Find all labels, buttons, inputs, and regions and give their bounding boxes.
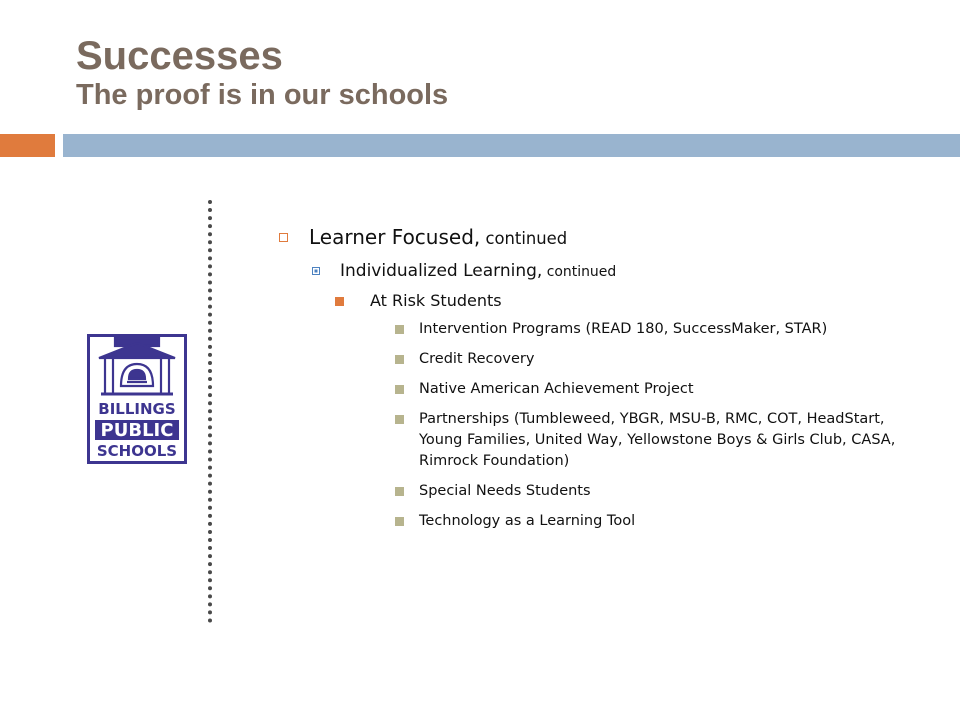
slide-subtitle: The proof is in our schools	[76, 79, 449, 111]
dotted-divider	[208, 200, 212, 623]
list-item-text: Intervention Programs (READ 180, SuccessMaker, STAR)	[419, 321, 828, 337]
filled-square-bullet-icon	[395, 325, 404, 334]
list-item	[395, 409, 919, 472]
list-item-text: Technology as a Learning Tool	[419, 513, 636, 529]
square-target-bullet-icon	[312, 267, 320, 275]
level1-suffix: continued	[480, 229, 568, 248]
logo-text-line2: PUBLIC	[100, 420, 174, 441]
filled-square-bullet-icon	[395, 517, 404, 526]
accent-bar-blue	[63, 134, 960, 157]
list-item-text: Special Needs Students	[419, 483, 591, 499]
filled-square-bullet-icon	[395, 415, 404, 424]
bullet-outline	[275, 222, 915, 541]
hollow-square-bullet-icon	[279, 233, 288, 242]
list-item	[395, 379, 919, 400]
level2-suffix: continued	[542, 264, 617, 280]
level2-text: Individualized Learning,	[340, 261, 543, 281]
list-item	[395, 481, 919, 502]
title-block	[76, 34, 448, 112]
level3-text: At Risk Students	[370, 291, 502, 310]
list-item-text: Native American Achievement Project	[419, 381, 694, 397]
filled-square-bullet-icon	[395, 385, 404, 394]
outline-level1	[275, 222, 915, 254]
outline-level3	[335, 289, 915, 313]
level1-text: Learner Focused,	[309, 225, 481, 249]
list-item	[395, 349, 919, 370]
accent-bar-orange	[0, 134, 55, 157]
billings-public-schools-logo	[87, 334, 187, 464]
list-item-text: Credit Recovery	[419, 351, 535, 367]
list-item	[395, 319, 919, 340]
filled-square-bullet-icon	[395, 355, 404, 364]
filled-square-bullet-icon	[395, 487, 404, 496]
list-item-text: Partnerships (Tumbleweed, YBGR, MSU-B, RMC, COT, HeadStart, Young Families, United Way, Yellowstone Boys & Girls Club, CASA, Rimrock Foundation)	[419, 411, 896, 469]
outline-level2	[310, 258, 915, 285]
logo-text-line1: BILLINGS	[98, 400, 176, 418]
logo-text-line3: SCHOOLS	[96, 442, 178, 460]
slide-title: Successes	[76, 34, 283, 78]
list-item	[395, 511, 919, 532]
filled-square-bullet-icon	[335, 297, 344, 306]
